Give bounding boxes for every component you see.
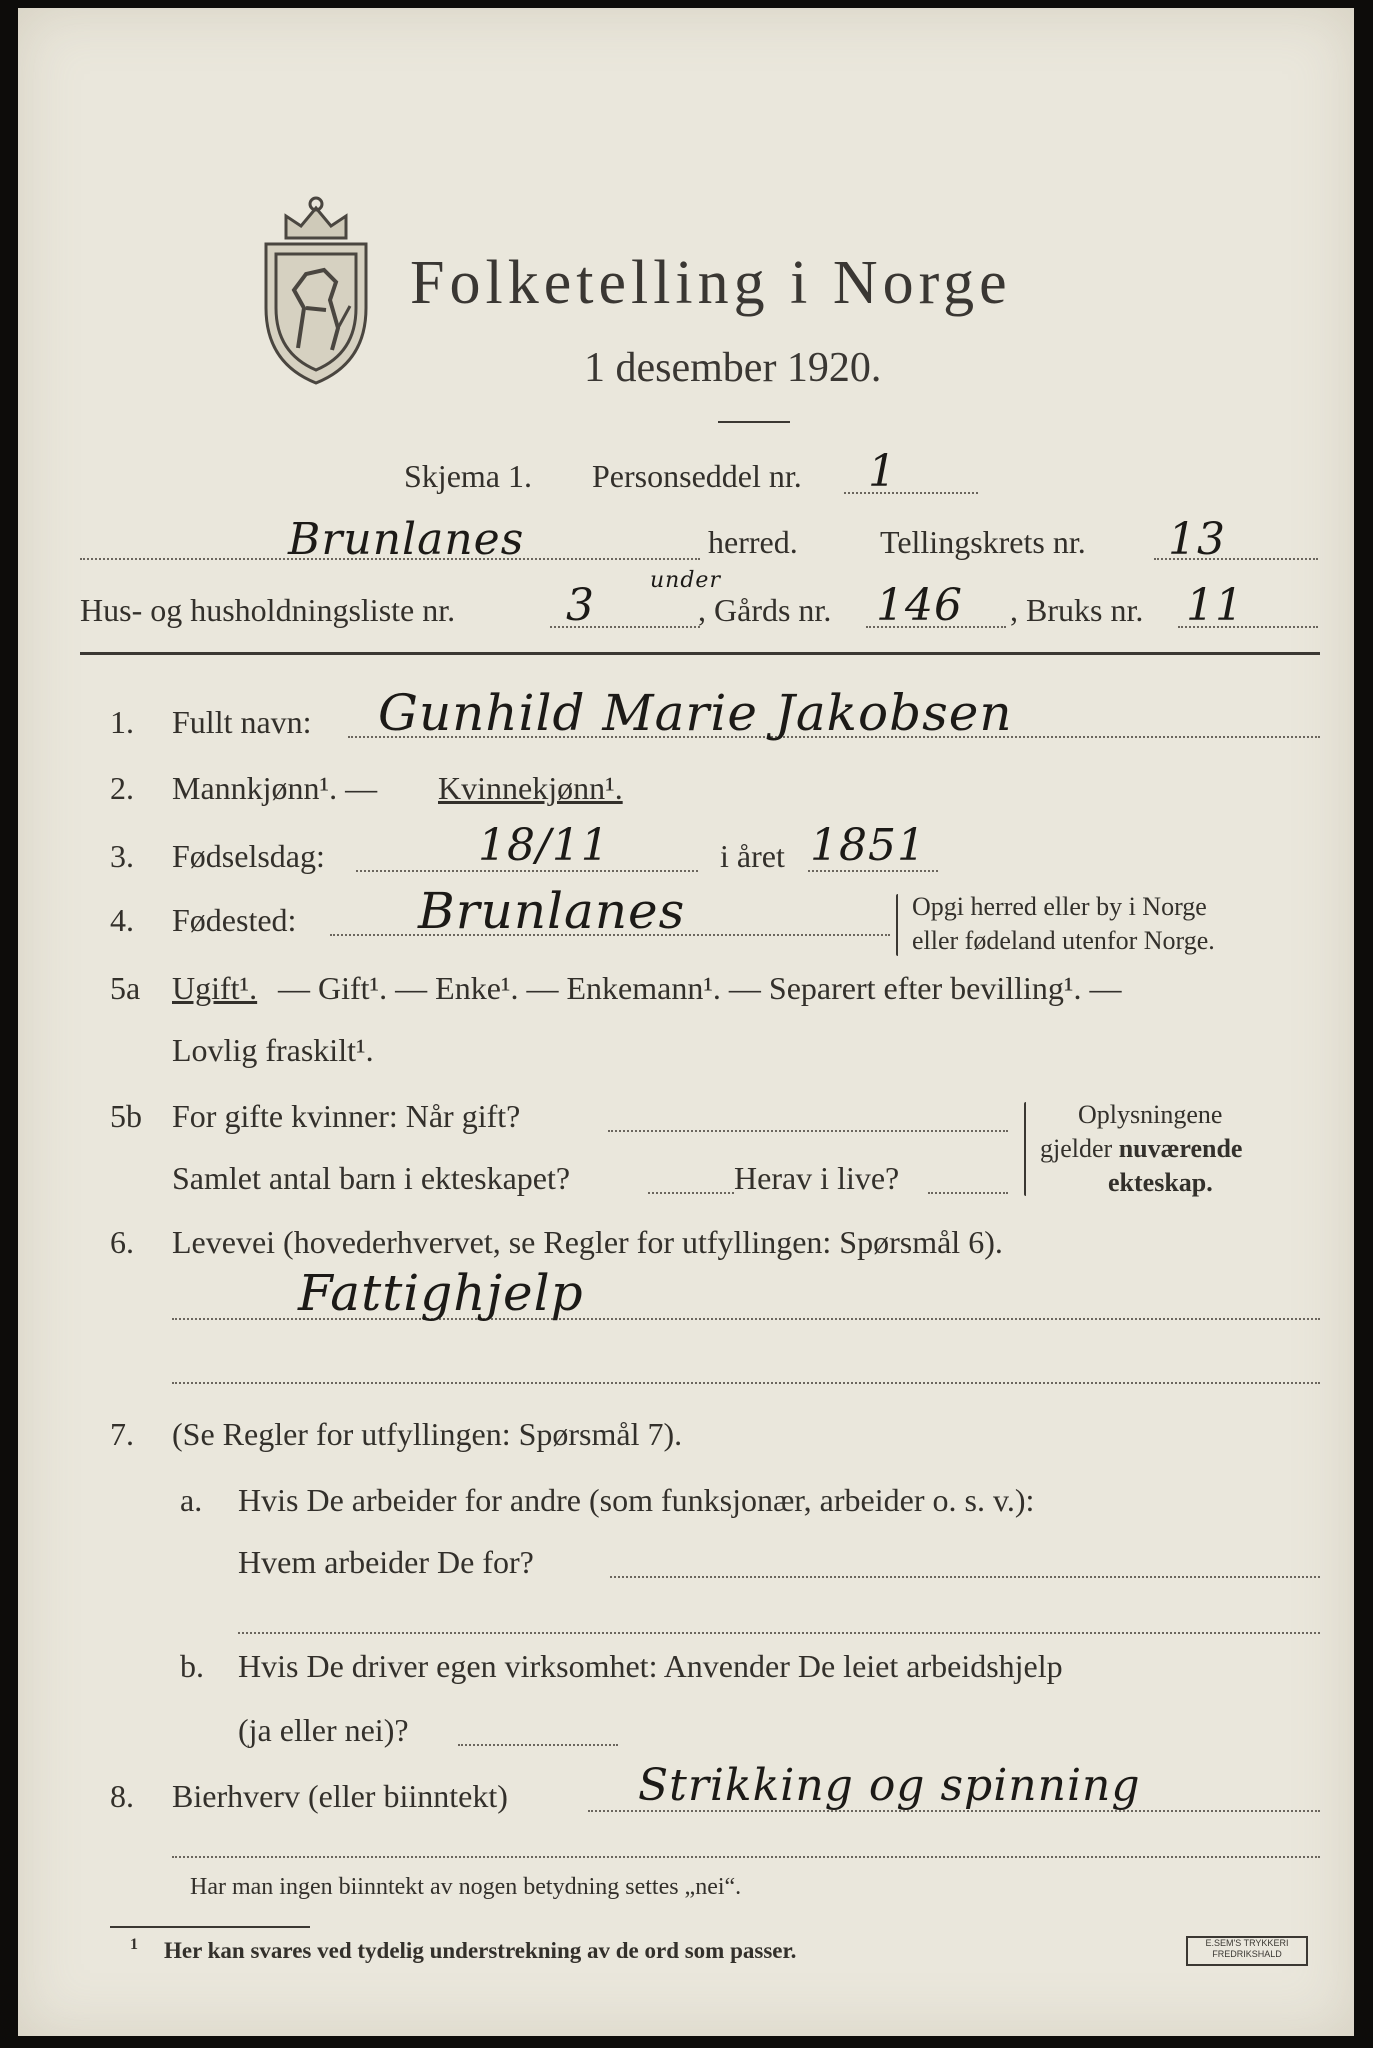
q5b-note-line1: Oplysningene bbox=[1078, 1100, 1223, 1129]
q5a-other-options: — Gift¹. — Enke¹. — Enkemann¹. — Separert efter bevilling¹. — bbox=[278, 970, 1122, 1006]
census-date: 1 desember 1920. bbox=[584, 345, 882, 391]
title-divider bbox=[718, 421, 790, 423]
q1-full-name-value: Gunhild Marie Jakobsen bbox=[378, 684, 1013, 742]
q4-note-line2: eller fødeland utenfor Norge. bbox=[912, 926, 1215, 955]
q7b-line2: (ja eller nei)? bbox=[238, 1712, 409, 1748]
q5a-ugift-option-underlined: Ugift¹. bbox=[172, 970, 258, 1006]
q5b-line1: For gifte kvinner: Når gift? bbox=[172, 1098, 521, 1134]
herred-label: herred. bbox=[708, 524, 798, 560]
q4-note-line1: Opgi herred eller by i Norge bbox=[912, 892, 1207, 921]
gards-label: , Gårds nr. bbox=[698, 592, 832, 628]
q2-mann-option: Mannkjønn¹. — bbox=[172, 770, 378, 806]
q7a-answer-line1 bbox=[610, 1576, 1320, 1578]
q5b-number: 5b bbox=[110, 1098, 142, 1134]
q5b-note-line2b: nuværende bbox=[1118, 1134, 1243, 1163]
nei-instruction: Har man ingen biinntekt av nogen betydning settes „nei“. bbox=[190, 1874, 742, 1900]
q4-label: Fødested: bbox=[172, 902, 297, 938]
q7b-letter: b. bbox=[180, 1648, 204, 1684]
q8-label: Bierhverv (eller biinntekt) bbox=[172, 1778, 508, 1814]
personseddel-value: 1 bbox=[868, 446, 897, 497]
q7a-line2: Hvem arbeider De for? bbox=[238, 1544, 534, 1580]
q5b-note-line2a: gjelder bbox=[1040, 1134, 1119, 1163]
q3-number: 3. bbox=[110, 838, 134, 874]
q8-line2 bbox=[172, 1856, 1320, 1858]
printer-stamp-line2: FREDRIKSHALD bbox=[1212, 1949, 1282, 1959]
q6-occupation-value: Fattighjelp bbox=[298, 1264, 584, 1322]
personseddel-line bbox=[844, 492, 978, 494]
hus-label: Hus- og husholdningsliste nr. bbox=[80, 592, 456, 628]
q5a-number: 5a bbox=[110, 970, 141, 1006]
q8-side-income-value: Strikking og spinning bbox=[638, 1760, 1141, 1811]
form-title: Folketelling i Norge bbox=[410, 249, 1012, 317]
q5b-note-brace bbox=[1024, 1102, 1026, 1196]
skjema-label: Skjema 1. bbox=[404, 458, 532, 494]
header-separator bbox=[80, 652, 1320, 655]
q4-number: 4. bbox=[110, 902, 134, 938]
q1-number: 1. bbox=[110, 704, 134, 740]
tellingskrets-value: 13 bbox=[1168, 514, 1226, 565]
census-form-sheet bbox=[18, 8, 1354, 2036]
tellingskrets-label: Tellingskrets nr. bbox=[880, 524, 1086, 560]
q3-year-label: i året bbox=[720, 838, 785, 874]
q2-number: 2. bbox=[110, 770, 134, 806]
q5b-note-line3: ekteskap. bbox=[1108, 1168, 1213, 1197]
q4-birthplace-value: Brunlanes bbox=[418, 882, 686, 940]
q7-number: 7. bbox=[110, 1416, 134, 1452]
q7a-letter: a. bbox=[180, 1482, 203, 1518]
q5b-children-line bbox=[648, 1192, 734, 1194]
q3-label: Fødselsdag: bbox=[172, 838, 325, 874]
coat-of-arms-icon bbox=[246, 178, 386, 388]
q6-line2 bbox=[172, 1382, 1320, 1384]
hus-sup-value: under bbox=[650, 568, 721, 593]
q7b-line1: Hvis De driver egen virksomhet: Anvender De leiet arbeidshjelp bbox=[238, 1648, 1063, 1684]
printer-stamp bbox=[1186, 1936, 1308, 1966]
q2-kvinne-option-underlined: Kvinnekjønn¹. bbox=[438, 770, 623, 806]
q1-label: Fullt navn: bbox=[172, 704, 312, 740]
footnote-text: Her kan svares ved tydelig understrekning av de ord som passer. bbox=[164, 1938, 797, 1963]
q6-label: Levevei (hovederhvervet, se Regler for utfyllingen: Spørsmål 6). bbox=[172, 1224, 1003, 1260]
bruks-label: , Bruks nr. bbox=[1010, 592, 1144, 628]
gards-value: 146 bbox=[876, 580, 963, 631]
q5a-line2: Lovlig fraskilt¹. bbox=[172, 1032, 374, 1068]
footnote-marker: 1 bbox=[130, 1936, 138, 1953]
q5b-children-label: Samlet antal barn i ekteskapet? bbox=[172, 1160, 571, 1196]
hus-value: 3 bbox=[566, 580, 595, 631]
q7b-answer-line bbox=[458, 1744, 618, 1746]
q3-year-value: 1851 bbox=[810, 820, 926, 871]
q7a-line1: Hvis De arbeider for andre (som funksjonær, arbeider o. s. v.): bbox=[238, 1482, 1035, 1518]
q3-birthday-value: 18/11 bbox=[478, 820, 610, 871]
footnote-divider bbox=[110, 1926, 310, 1928]
q7-label: (Se Regler for utfyllingen: Spørsmål 7). bbox=[172, 1416, 683, 1452]
q5b-alive-line bbox=[928, 1192, 1008, 1194]
herred-value: Brunlanes bbox=[288, 514, 525, 565]
q5b-alive-label: Herav i live? bbox=[734, 1160, 900, 1196]
q5b-married-line bbox=[608, 1130, 1008, 1132]
personseddel-label: Personseddel nr. bbox=[592, 458, 802, 494]
q4-note-brace bbox=[896, 894, 898, 956]
q8-number: 8. bbox=[110, 1778, 134, 1814]
printer-stamp-line1: E.SEM'S TRYKKERI bbox=[1205, 1938, 1289, 1948]
q6-number: 6. bbox=[110, 1224, 134, 1260]
bruks-value: 11 bbox=[1186, 580, 1244, 631]
q7a-answer-line2 bbox=[238, 1632, 1320, 1634]
